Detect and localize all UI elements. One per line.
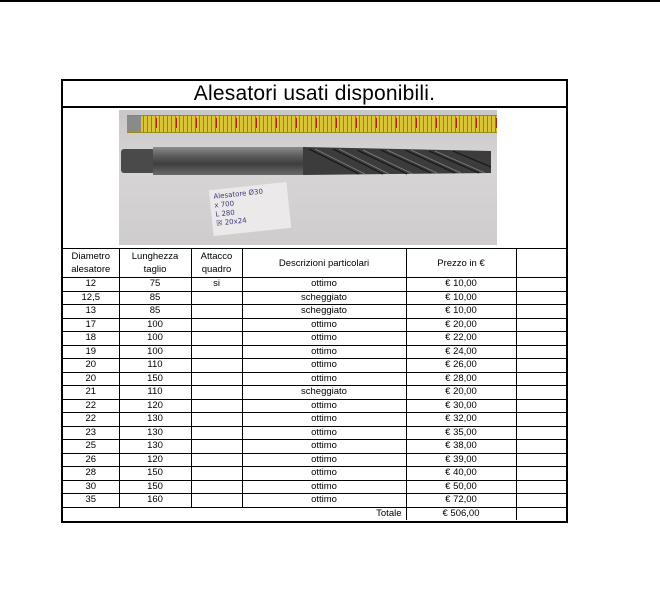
cell-descrizione: ottimo: [242, 332, 406, 346]
cell-diametro: 23: [63, 426, 119, 440]
sheet-title: Alesatori usati disponibili.: [63, 81, 566, 108]
cell-attacco: [191, 372, 242, 386]
top-border-line: [0, 0, 660, 2]
reamer-photo: [119, 110, 497, 245]
cell-attacco: [191, 453, 242, 467]
cell-descrizione: ottimo: [242, 413, 406, 427]
cell-diametro: 20: [63, 359, 119, 373]
cell-lunghezza: 150: [119, 467, 191, 481]
cell-descrizione: ottimo: [242, 494, 406, 508]
cell-empty: [516, 305, 566, 319]
cell-attacco: [191, 480, 242, 494]
table-row: [63, 332, 566, 346]
cell-lunghezza: 150: [119, 372, 191, 386]
cell-prezzo: € 10,00: [406, 278, 516, 292]
cell-lunghezza: 120: [119, 399, 191, 413]
cell-empty: [516, 413, 566, 427]
table-row: [63, 318, 566, 332]
cell-attacco: [191, 440, 242, 454]
cell-prezzo: € 50,00: [406, 480, 516, 494]
ruler-image: [127, 115, 497, 133]
cell-prezzo: € 32,00: [406, 413, 516, 427]
cell-empty: [516, 440, 566, 454]
table-row: [63, 413, 566, 427]
note-line: Alesatore Ø30: [213, 187, 264, 201]
cell-diametro: 19: [63, 345, 119, 359]
cell-descrizione: scheggiato: [242, 386, 406, 400]
cell-descrizione: ottimo: [242, 426, 406, 440]
cell-descrizione: ottimo: [242, 399, 406, 413]
cell-diametro: 25: [63, 440, 119, 454]
cell-empty: [516, 372, 566, 386]
cell-prezzo: € 24,00: [406, 345, 516, 359]
cell-attacco: [191, 399, 242, 413]
cell-attacco: [191, 305, 242, 319]
reamer-svg: [119, 143, 491, 179]
table-row: [63, 291, 566, 305]
cell-lunghezza: 100: [119, 332, 191, 346]
cell-lunghezza: 160: [119, 494, 191, 508]
table-row: [63, 278, 566, 292]
table-row: [63, 426, 566, 440]
table-row: [63, 440, 566, 454]
cell-prezzo: € 20,00: [406, 386, 516, 400]
header-attacco: Attacco quadro: [191, 249, 242, 278]
cell-descrizione: ottimo: [242, 318, 406, 332]
cell-prezzo: € 72,00: [406, 494, 516, 508]
cell-descrizione: ottimo: [242, 480, 406, 494]
cell-descrizione: ottimo: [242, 359, 406, 373]
cell-diametro: 21: [63, 386, 119, 400]
cell-empty: [516, 399, 566, 413]
cell-lunghezza: 130: [119, 413, 191, 427]
cell-diametro: 26: [63, 453, 119, 467]
cell-diametro: 18: [63, 332, 119, 346]
cell-prezzo: € 39,00: [406, 453, 516, 467]
cell-lunghezza: 100: [119, 345, 191, 359]
note-line: L 280: [214, 208, 236, 219]
cell-lunghezza: 85: [119, 291, 191, 305]
cell-diametro: 13: [63, 305, 119, 319]
cell-empty: [516, 278, 566, 292]
cell-attacco: [191, 426, 242, 440]
header-empty: [516, 249, 566, 278]
table-row: [63, 359, 566, 373]
cell-empty: [516, 453, 566, 467]
cell-descrizione: ottimo: [242, 372, 406, 386]
cell-lunghezza: 75: [119, 278, 191, 292]
cell-attacco: [191, 494, 242, 508]
note-line: x 700: [214, 199, 235, 210]
cell-attacco: [191, 386, 242, 400]
cell-lunghezza: 150: [119, 480, 191, 494]
cell-prezzo: € 22,00: [406, 332, 516, 346]
note-line: ☒ 20x24: [215, 216, 248, 228]
cell-lunghezza: 110: [119, 386, 191, 400]
cell-prezzo: € 28,00: [406, 372, 516, 386]
cell-attacco: [191, 413, 242, 427]
total-label: Totale: [242, 507, 406, 520]
cell-empty: [516, 386, 566, 400]
cell-empty: [516, 332, 566, 346]
photo-area: [63, 108, 566, 248]
cell-lunghezza: 130: [119, 426, 191, 440]
cell-empty: [516, 318, 566, 332]
cell-diametro: 17: [63, 318, 119, 332]
table-row: [63, 372, 566, 386]
cell-attacco: [191, 291, 242, 305]
cell-diametro: 35: [63, 494, 119, 508]
reamers-table: [63, 248, 566, 520]
cell-descrizione: ottimo: [242, 453, 406, 467]
cell-diametro: 12: [63, 278, 119, 292]
cell-lunghezza: 130: [119, 440, 191, 454]
table-row: [63, 305, 566, 319]
cell-descrizione: ottimo: [242, 278, 406, 292]
cell-descrizione: scheggiato: [242, 305, 406, 319]
table-row: [63, 453, 566, 467]
cell-empty: [516, 359, 566, 373]
cell-prezzo: € 20,00: [406, 318, 516, 332]
cell-prezzo: € 40,00: [406, 467, 516, 481]
reamer-tool-image: [119, 143, 491, 179]
cell-descrizione: ottimo: [242, 345, 406, 359]
total-spacer: [119, 507, 191, 520]
cell-lunghezza: 110: [119, 359, 191, 373]
cell-empty: [516, 480, 566, 494]
cell-diametro: 12,5: [63, 291, 119, 305]
cell-descrizione: scheggiato: [242, 291, 406, 305]
table-row: [63, 345, 566, 359]
cell-empty: [516, 467, 566, 481]
handwritten-note: [209, 182, 291, 236]
cell-diametro: 30: [63, 480, 119, 494]
total-spacer: [63, 507, 119, 520]
table-row: [63, 386, 566, 400]
ruler-clip: [127, 116, 141, 132]
cell-prezzo: € 35,00: [406, 426, 516, 440]
cell-lunghezza: 120: [119, 453, 191, 467]
cell-empty: [516, 494, 566, 508]
table-row: [63, 399, 566, 413]
cell-diametro: 22: [63, 413, 119, 427]
cell-attacco: [191, 345, 242, 359]
cell-attacco: [191, 318, 242, 332]
cell-descrizione: ottimo: [242, 440, 406, 454]
table-row: [63, 480, 566, 494]
cell-empty: [516, 345, 566, 359]
total-row: [63, 507, 566, 520]
total-spacer: [191, 507, 242, 520]
cell-attacco: [191, 359, 242, 373]
cell-lunghezza: 85: [119, 305, 191, 319]
cell-prezzo: € 26,00: [406, 359, 516, 373]
total-value: € 506,00: [406, 507, 516, 520]
cell-attacco: [191, 332, 242, 346]
cell-prezzo: € 38,00: [406, 440, 516, 454]
ruler-numbers: [127, 118, 497, 128]
cell-attacco: [191, 467, 242, 481]
header-descrizioni: Descrizioni particolari: [242, 249, 406, 278]
cell-lunghezza: 100: [119, 318, 191, 332]
table-row: [63, 467, 566, 481]
header-lunghezza: Lunghezza taglio: [119, 249, 191, 278]
cell-empty: [516, 426, 566, 440]
cell-prezzo: € 10,00: [406, 305, 516, 319]
header-row: [63, 249, 566, 278]
header-diametro: Diametro alesatore: [63, 249, 119, 278]
header-prezzo: Prezzo in €: [406, 249, 516, 278]
table-row: [63, 494, 566, 508]
cell-empty: [516, 507, 566, 520]
cell-diametro: 20: [63, 372, 119, 386]
cell-diametro: 28: [63, 467, 119, 481]
cell-descrizione: ottimo: [242, 467, 406, 481]
spreadsheet-sheet: [61, 79, 568, 523]
cell-empty: [516, 291, 566, 305]
cell-attacco: si: [191, 278, 242, 292]
cell-diametro: 22: [63, 399, 119, 413]
cell-prezzo: € 30,00: [406, 399, 516, 413]
cell-prezzo: € 10,00: [406, 291, 516, 305]
